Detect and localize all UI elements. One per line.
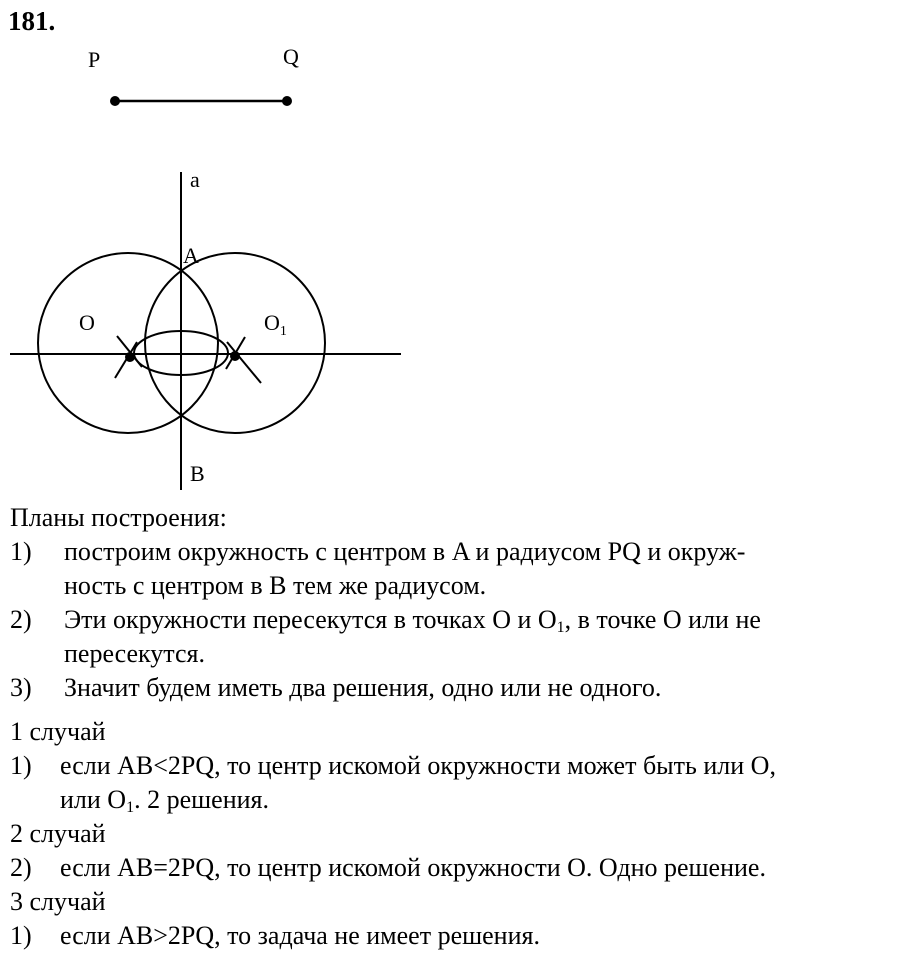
case-1-item bbox=[10, 749, 910, 817]
case-3-line-1: если AB>2PQ, то задача не имеет решения. bbox=[60, 921, 540, 950]
case-2-line-1: если AB=2PQ, то центр искомой окружности O. Одно решение. bbox=[60, 853, 766, 882]
label-B: B bbox=[190, 461, 205, 486]
plan-item-2-number: 2) bbox=[10, 605, 32, 634]
case-2-number: 2) bbox=[10, 853, 32, 882]
plan-item-1-line-1: построим окружность с центром в A и радиусом PQ и окруж- bbox=[64, 537, 746, 566]
plan-item-3-line-1: Значит будем иметь два решения, одно или не одного. bbox=[64, 673, 662, 702]
case-1-number: 1) bbox=[10, 751, 32, 780]
point-p bbox=[110, 96, 120, 106]
plan-item-1 bbox=[10, 535, 910, 603]
arc-mark-o1-2 bbox=[227, 342, 261, 383]
label-O1: $O_1$ bbox=[264, 310, 287, 339]
label-p: P bbox=[88, 47, 101, 72]
label-a: a bbox=[190, 167, 200, 192]
case-3-title: 3 случай bbox=[10, 887, 106, 916]
plan-item-3-number: 3) bbox=[10, 673, 32, 702]
plan-item-1-line-2: ность с центром в B тем же радиусом. bbox=[64, 571, 487, 600]
plan-item-2-line-2: пересекутся. bbox=[64, 639, 205, 668]
point-q bbox=[282, 96, 292, 106]
arc-mark-o-1 bbox=[117, 336, 142, 367]
case-3-number: 1) bbox=[10, 921, 32, 950]
plan-item-2-line-1: Эти окружности пересекутся в точках O и $O_1$, в точке O или не bbox=[64, 605, 761, 636]
case-1-title: 1 случай bbox=[10, 717, 106, 746]
plan-item-2 bbox=[10, 603, 910, 671]
plan-item-1-number: 1) bbox=[10, 537, 32, 566]
case-2-title: 2 случай bbox=[10, 819, 106, 848]
plan-item-3 bbox=[10, 671, 910, 705]
label-q: Q bbox=[283, 44, 299, 69]
circle-right bbox=[145, 253, 325, 433]
plan-title: Планы построения: bbox=[10, 503, 227, 532]
solution-text bbox=[10, 501, 910, 953]
case-3-item bbox=[10, 919, 910, 953]
case-2-item bbox=[10, 851, 910, 885]
label-A: A bbox=[183, 243, 199, 268]
case-1-line-1: если AB<2PQ, то центр искомой окружности может быть или O, bbox=[60, 751, 776, 780]
label-O: O bbox=[79, 310, 95, 335]
circle-left bbox=[38, 253, 218, 433]
case-1-line-2: или $O_1$. 2 решения. bbox=[60, 785, 269, 816]
point-o1 bbox=[230, 351, 240, 361]
problem-number: 181. bbox=[8, 6, 56, 36]
point-o bbox=[125, 352, 135, 362]
